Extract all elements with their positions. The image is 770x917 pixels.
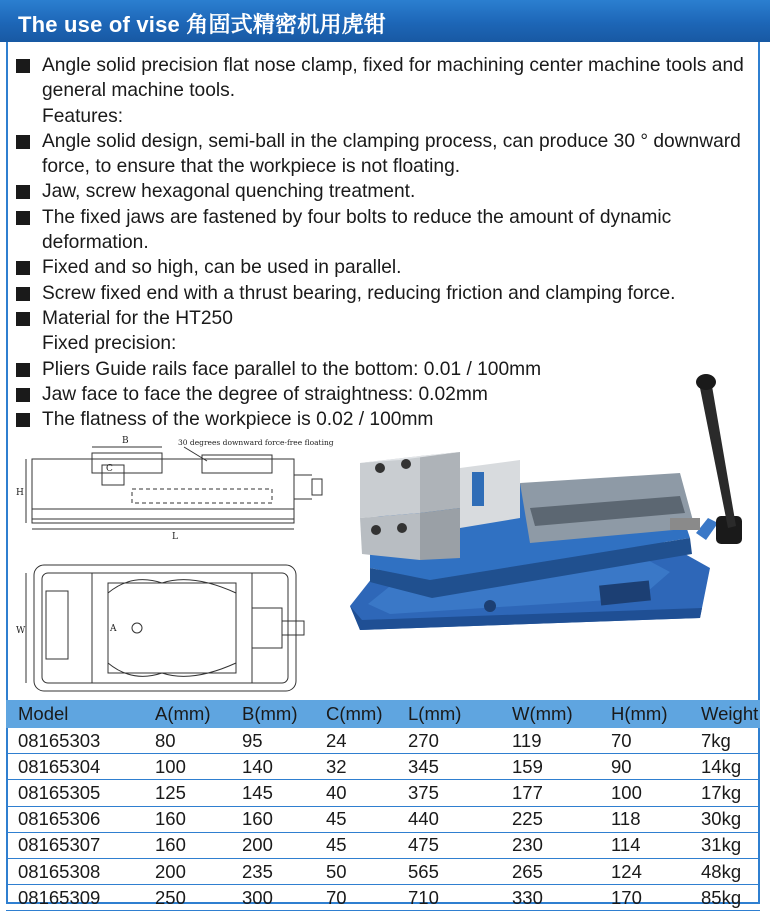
label-w: W xyxy=(16,626,26,636)
table-cell: 08165309 xyxy=(6,885,143,911)
table-header-row xyxy=(6,700,760,728)
feature-item xyxy=(16,104,756,129)
table-cell: 118 xyxy=(599,806,689,832)
table-cell: 300 xyxy=(230,885,314,911)
drawing-note: 30 degrees downward force-free floating xyxy=(178,438,334,447)
page-header xyxy=(0,0,770,42)
table-cell: 177 xyxy=(500,780,599,806)
table-cell: 265 xyxy=(500,858,599,884)
feature-text: Fixed and so high, can be used in parallel. xyxy=(42,257,402,279)
table-cell: 7kg xyxy=(689,728,760,754)
square-bullet-icon xyxy=(16,413,30,427)
table-row xyxy=(6,885,760,911)
table-cell: 200 xyxy=(143,858,230,884)
table-cell: 119 xyxy=(500,728,599,754)
table-cell: 345 xyxy=(396,754,500,780)
feature-item xyxy=(16,205,756,256)
feature-text: The fixed jaws are fastened by four bolts to reduce the amount of dynamic deformation. xyxy=(42,206,672,254)
table-body xyxy=(6,728,760,911)
technical-drawing xyxy=(12,433,350,695)
table-cell: 08165308 xyxy=(6,858,143,884)
table-cell: 114 xyxy=(599,832,689,858)
square-bullet-icon xyxy=(16,211,30,225)
table-cell: 95 xyxy=(230,728,314,754)
square-bullet-icon xyxy=(16,312,30,326)
table-cell: 08165305 xyxy=(6,780,143,806)
column-header: C(mm) xyxy=(314,700,396,728)
table-cell: 45 xyxy=(314,806,396,832)
table-row xyxy=(6,754,760,780)
label-a: A xyxy=(110,624,117,634)
feature-item xyxy=(16,129,756,180)
table-cell: 30kg xyxy=(689,806,760,832)
feature-text: The flatness of the workpiece is 0.02 / 100mm xyxy=(42,409,434,431)
column-header: Model xyxy=(6,700,143,728)
table-cell: 230 xyxy=(500,832,599,858)
feature-text: Material for the HT250 xyxy=(42,307,233,329)
square-bullet-icon xyxy=(16,135,30,149)
square-bullet-icon xyxy=(16,287,30,301)
table-cell: 08165307 xyxy=(6,832,143,858)
table-cell: 08165306 xyxy=(6,806,143,832)
table-cell: 124 xyxy=(599,858,689,884)
feature-text: Pliers Guide rails face parallel to the bottom: 0.01 / 100mm xyxy=(42,358,542,380)
table-cell: 24 xyxy=(314,728,396,754)
table-cell: 440 xyxy=(396,806,500,832)
table-cell: 90 xyxy=(599,754,689,780)
table-cell: 710 xyxy=(396,885,500,911)
vise-photo xyxy=(340,368,760,638)
square-bullet-icon xyxy=(16,363,30,377)
square-bullet-icon xyxy=(16,261,30,275)
table-cell: 170 xyxy=(599,885,689,911)
column-header: W(mm) xyxy=(500,700,599,728)
table-cell: 70 xyxy=(314,885,396,911)
table-cell: 17kg xyxy=(689,780,760,806)
table-cell: 160 xyxy=(230,806,314,832)
table-cell: 225 xyxy=(500,806,599,832)
spec-table xyxy=(6,700,760,911)
table-row xyxy=(6,728,760,754)
feature-text: Features: xyxy=(42,105,124,127)
feature-text: Fixed precision: xyxy=(42,333,177,355)
column-header: B(mm) xyxy=(230,700,314,728)
feature-text: Screw fixed end with a thrust bearing, reducing friction and clamping force. xyxy=(42,282,676,304)
column-header: A(mm) xyxy=(143,700,230,728)
feature-item xyxy=(16,306,756,331)
table-row xyxy=(6,780,760,806)
label-b: B xyxy=(122,436,129,446)
column-header: Weight xyxy=(689,700,760,728)
table-cell: 475 xyxy=(396,832,500,858)
feature-text: Jaw face to face the degree of straightness: 0.02mm xyxy=(42,383,488,405)
square-bullet-icon xyxy=(16,185,30,199)
table-cell: 100 xyxy=(599,780,689,806)
table-cell: 145 xyxy=(230,780,314,806)
feature-text: Jaw, screw hexagonal quenching treatment. xyxy=(42,181,416,203)
table-cell: 50 xyxy=(314,858,396,884)
table-cell: 48kg xyxy=(689,858,760,884)
feature-item xyxy=(16,53,756,104)
table-cell: 08165303 xyxy=(6,728,143,754)
table-row xyxy=(6,832,760,858)
table-cell: 45 xyxy=(314,832,396,858)
table-cell: 160 xyxy=(143,832,230,858)
column-header: L(mm) xyxy=(396,700,500,728)
label-l: L xyxy=(172,532,178,542)
table-row xyxy=(6,858,760,884)
table-cell: 140 xyxy=(230,754,314,780)
table-cell: 200 xyxy=(230,832,314,858)
table-cell: 85kg xyxy=(689,885,760,911)
feature-item xyxy=(16,331,756,356)
square-bullet-icon xyxy=(16,59,30,73)
table-cell: 31kg xyxy=(689,832,760,858)
table-cell: 235 xyxy=(230,858,314,884)
label-h: H xyxy=(16,488,24,498)
table-cell: 159 xyxy=(500,754,599,780)
table-cell: 250 xyxy=(143,885,230,911)
table-cell: 565 xyxy=(396,858,500,884)
table-cell: 270 xyxy=(396,728,500,754)
table-cell: 40 xyxy=(314,780,396,806)
table-cell: 70 xyxy=(599,728,689,754)
table-cell: 330 xyxy=(500,885,599,911)
feature-text: Angle solid precision flat nose clamp, fixed for machining center machine tools and general machine tools. xyxy=(42,55,744,102)
table-cell: 125 xyxy=(143,780,230,806)
label-c: C xyxy=(106,464,113,474)
feature-text: Angle solid design, semi-ball in the clamping process, can produce 30 ° downward force, to ensure that the workpiece is not floating. xyxy=(42,130,741,178)
feature-item xyxy=(16,179,756,204)
square-bullet-icon xyxy=(16,388,30,402)
table-cell: 08165304 xyxy=(6,754,143,780)
table-row xyxy=(6,806,760,832)
table-cell: 80 xyxy=(143,728,230,754)
page-title: The use of vise 角固式精密机用虎钳 xyxy=(18,12,387,37)
table-cell: 14kg xyxy=(689,754,760,780)
table-cell: 100 xyxy=(143,754,230,780)
feature-item xyxy=(16,255,756,280)
feature-item xyxy=(16,281,756,306)
table-cell: 375 xyxy=(396,780,500,806)
top-view xyxy=(16,565,304,691)
side-view xyxy=(16,436,334,542)
column-header: H(mm) xyxy=(599,700,689,728)
table-cell: 160 xyxy=(143,806,230,832)
table-cell: 32 xyxy=(314,754,396,780)
